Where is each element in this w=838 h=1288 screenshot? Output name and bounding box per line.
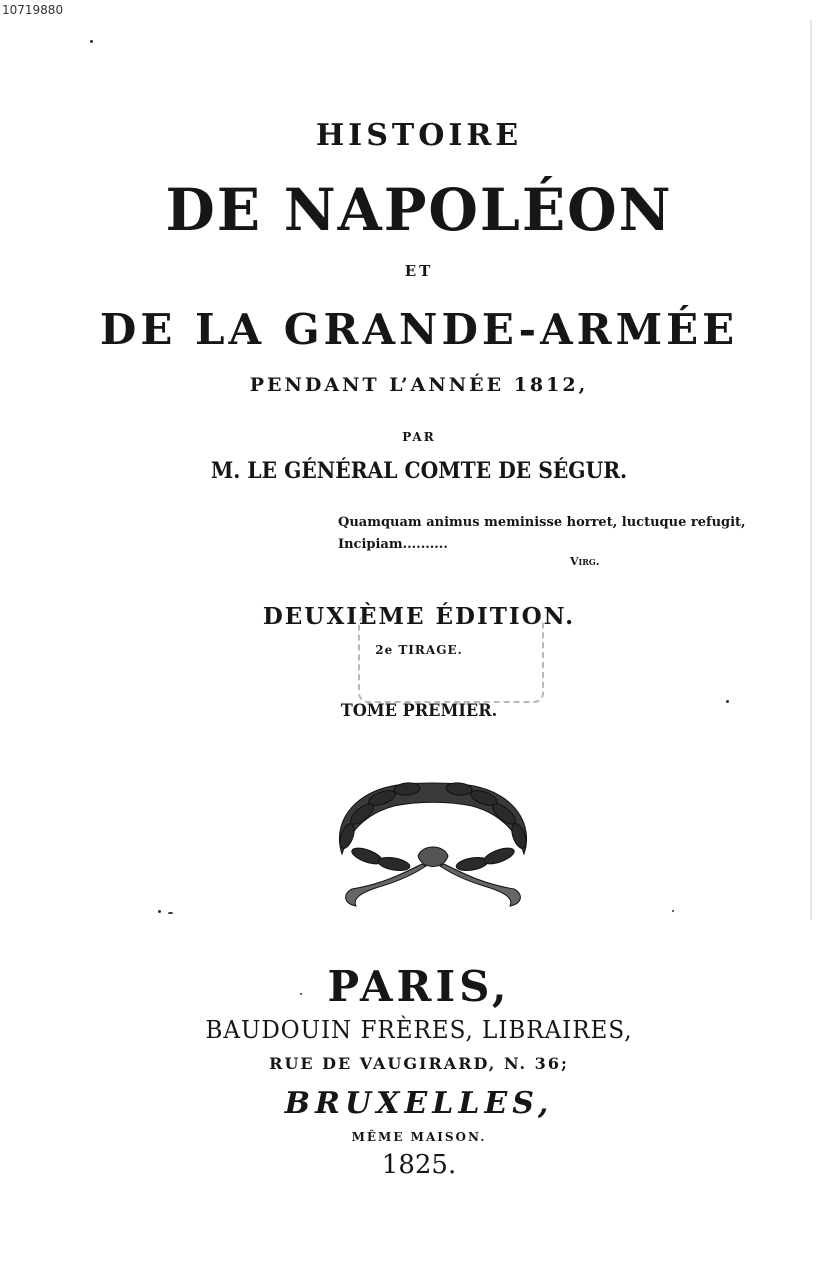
imprint-city-2-note: MÊME MAISON. xyxy=(351,1130,487,1144)
imprint-publisher: BAUDOUIN FRÈRES, LIBRAIRES, xyxy=(205,1016,633,1044)
epigraph-line-2: Incipiam.......... xyxy=(338,537,448,552)
imprint-address: RUE DE VAUGIRARD, N. 36; xyxy=(269,1054,569,1073)
title-line-et: ET xyxy=(404,262,434,280)
title-line-napoleon: DE NAPOLÉON xyxy=(165,176,673,244)
speck xyxy=(672,910,674,912)
epigraph-line-1: Quamquam animus meminisse horret, luctuque refugit, xyxy=(338,515,746,530)
author-name: M. LE GÉNÉRAL COMTE DE SÉGUR. xyxy=(210,458,628,484)
laurel-wreath-icon xyxy=(322,774,544,914)
title-line-histoire: HISTOIRE xyxy=(315,118,523,153)
edition-label: DEUXIÈME ÉDITION. xyxy=(262,603,576,630)
page-edge-shadow xyxy=(810,20,812,920)
speck xyxy=(726,700,729,703)
speck xyxy=(300,993,302,995)
imprint-city: PARIS, xyxy=(327,962,511,1011)
printing-label: 2e TIRAGE. xyxy=(375,643,463,657)
imprint-city-2: BRUXELLES, xyxy=(284,1086,554,1121)
title-line-year: PENDANT L’ANNÉE 1812, xyxy=(249,374,589,396)
epigraph xyxy=(338,512,746,556)
speck xyxy=(158,910,161,913)
speck xyxy=(90,40,93,43)
speck xyxy=(168,912,173,914)
by-label: PAR xyxy=(402,430,436,444)
epigraph-attribution: Virg. xyxy=(570,555,600,568)
scan-id: 10719880 xyxy=(2,3,64,17)
volume-label: TOME PREMIER. xyxy=(340,701,498,721)
imprint-year: 1825. xyxy=(381,1150,457,1180)
title-line-grande-armee: DE LA GRANDE-ARMÉE xyxy=(99,305,739,354)
